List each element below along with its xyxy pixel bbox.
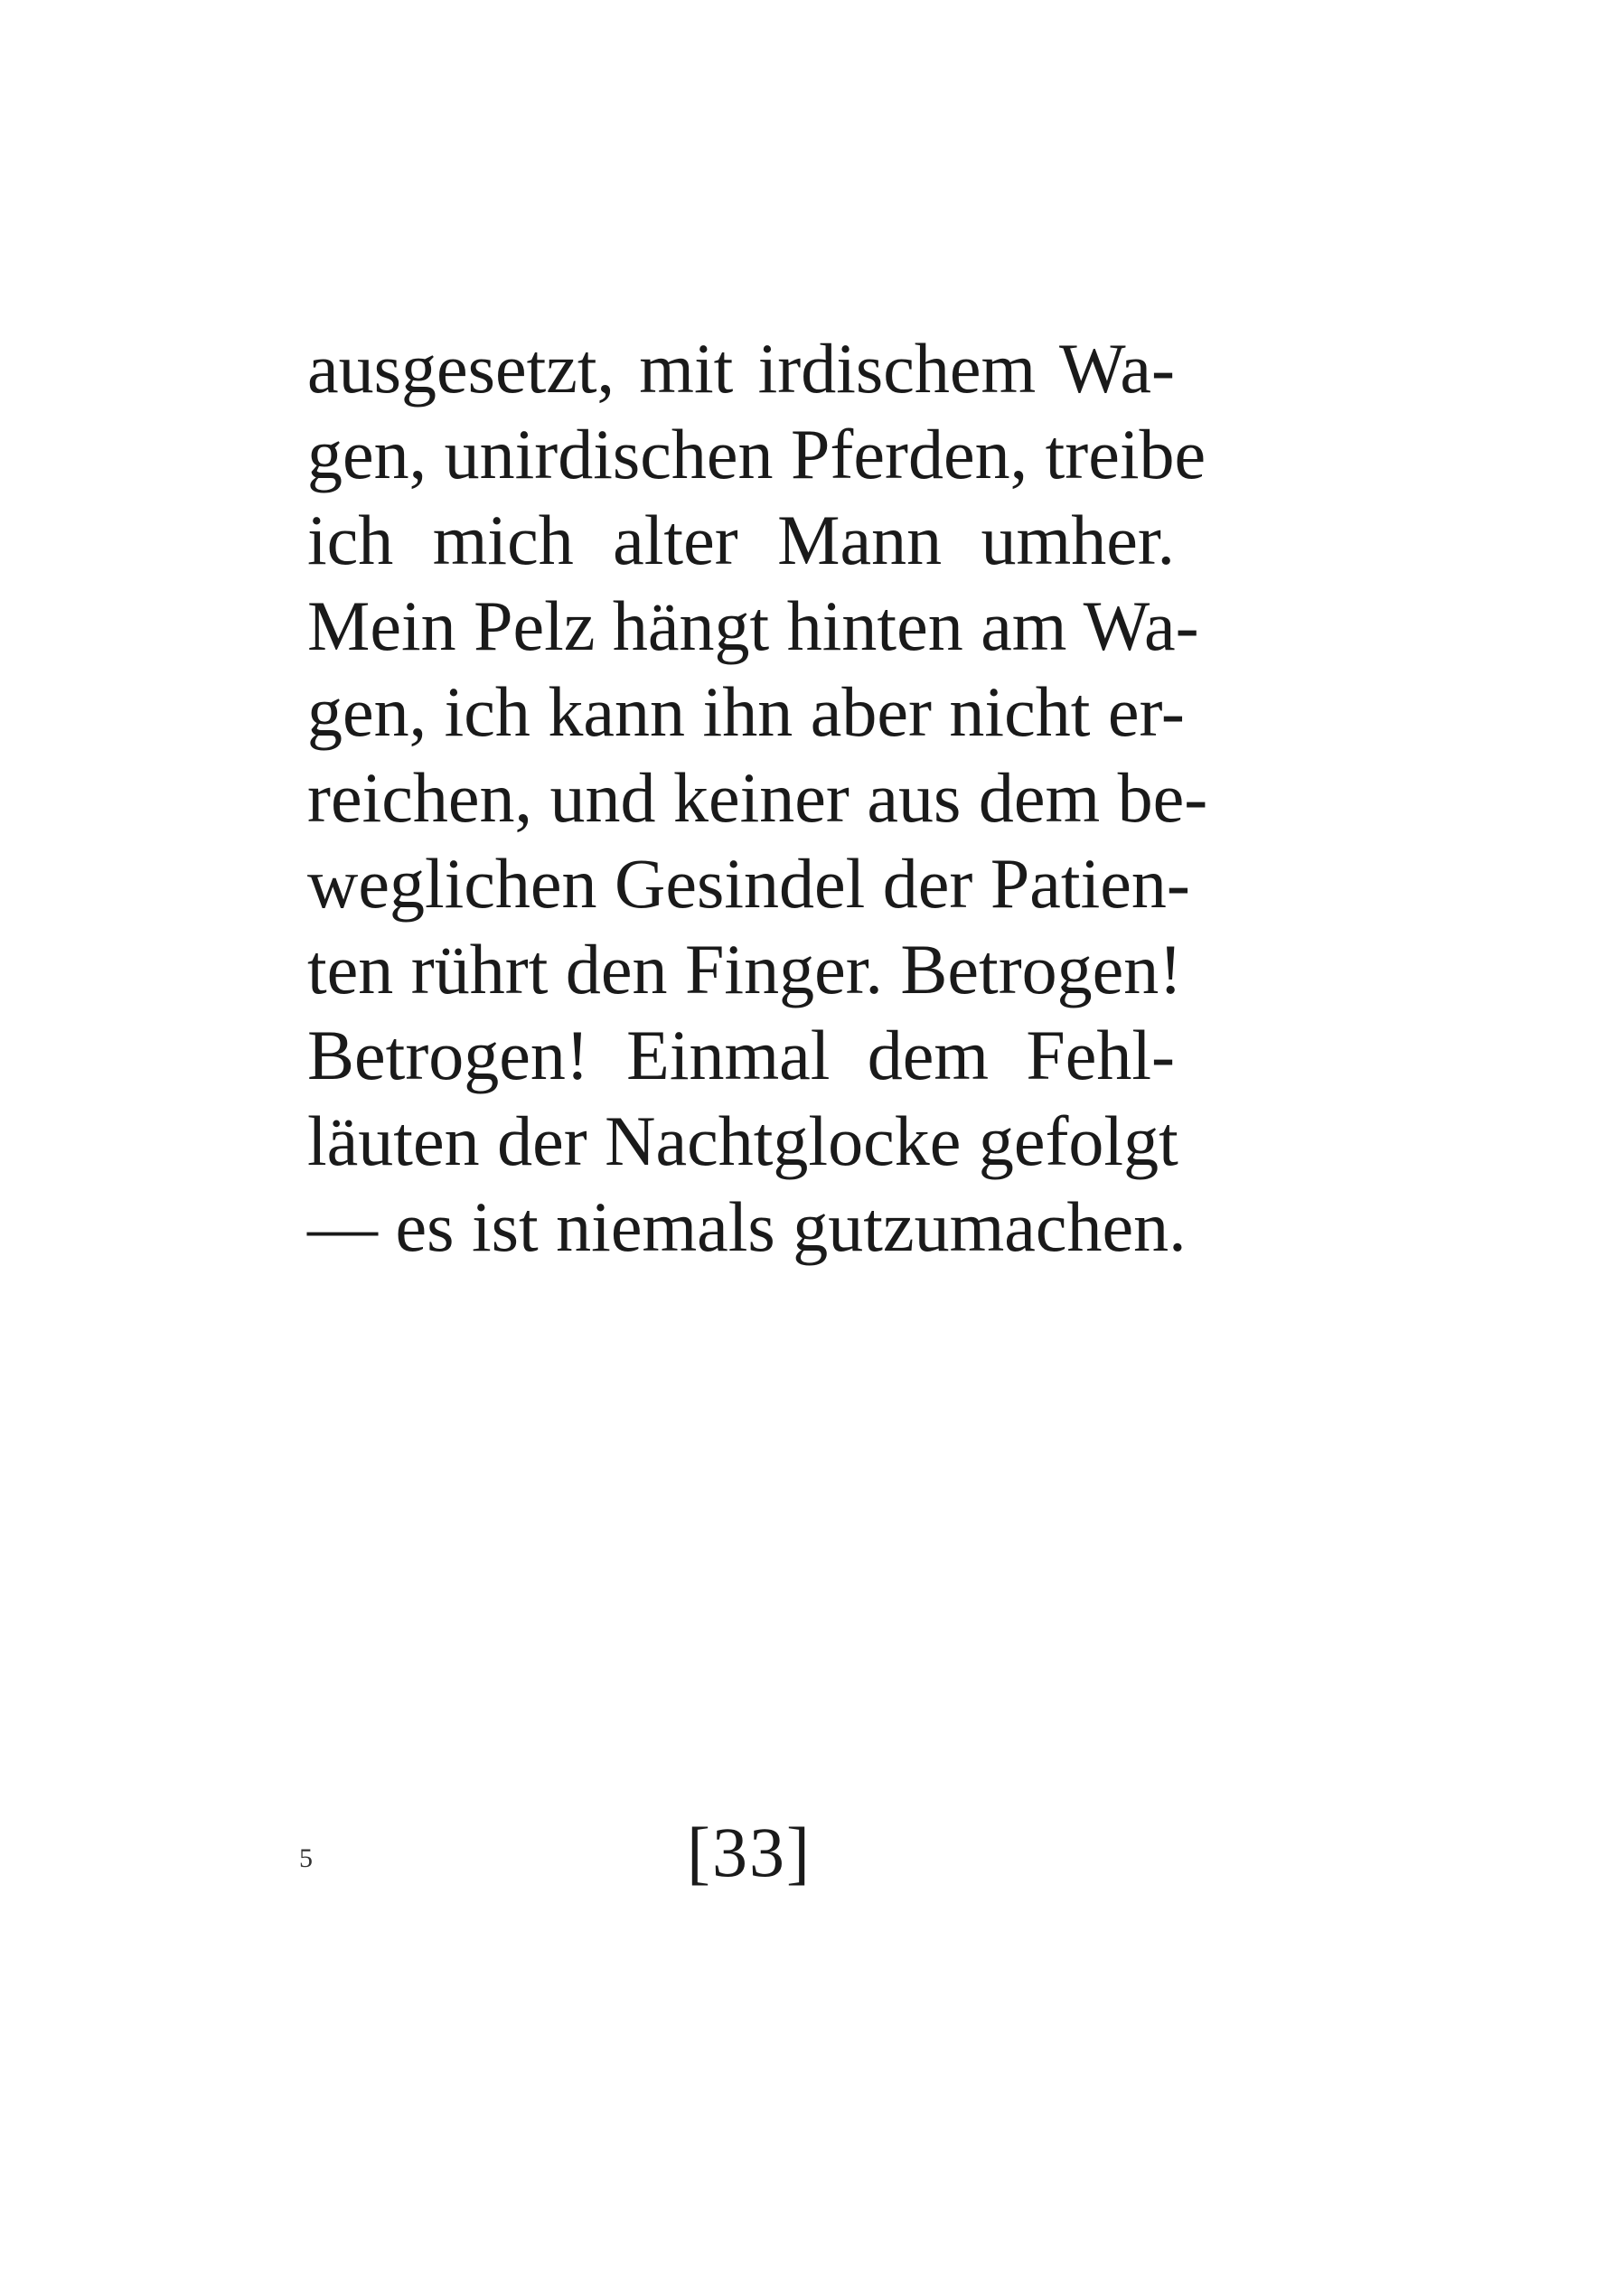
page-number: [33] — [687, 1813, 812, 1891]
text-line: gen, unirdischen Pferden, treibe — [307, 415, 1206, 493]
margin-note: 5 — [299, 1843, 313, 1873]
text-line: ich mich alter Mann umher. — [307, 501, 1175, 579]
text-line: weglichen Gesindel der Patien- — [307, 844, 1190, 923]
text-line: Betrogen! Einmal dem Fehl- — [307, 1016, 1175, 1094]
text-line: reichen, und keiner aus dem be- — [307, 758, 1208, 837]
text-line: läuten der Nachtglocke gefolgt — [307, 1102, 1178, 1180]
text-line: gen, ich kann ihn aber nicht er- — [307, 672, 1185, 751]
text-line: — es ist niemals gutzumachen. — [307, 1187, 1187, 1266]
body-text — [307, 325, 1208, 1270]
text-line: ten rührt den Finger. Betrogen! — [307, 930, 1183, 1008]
text-line: ausgesetzt, mit irdischem Wa- — [307, 329, 1175, 408]
text-line: Mein Pelz hängt hinten am Wa- — [307, 586, 1199, 665]
